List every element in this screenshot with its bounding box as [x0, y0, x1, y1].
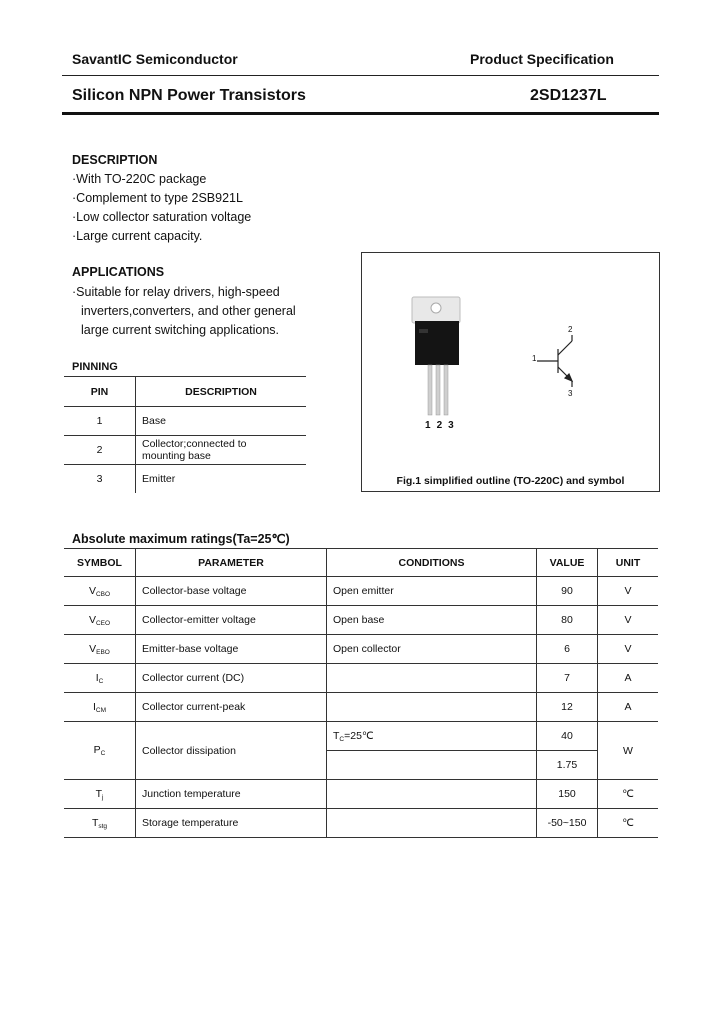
table-row: [64, 780, 658, 809]
title-divider: [62, 112, 659, 115]
parameter-cell: Emitter-base voltage: [136, 635, 327, 664]
conditions-column-header: CONDITIONS: [327, 549, 537, 577]
pin-label: 1: [425, 420, 437, 431]
conditions-cell: [327, 693, 537, 722]
table-row: [64, 577, 658, 606]
table-row: [64, 693, 658, 722]
pin-label: 2: [436, 420, 449, 431]
table-row: [64, 465, 306, 494]
parameter-cell: Collector-base voltage: [136, 577, 327, 606]
value-cell: 40: [537, 722, 598, 751]
unit-cell: V: [598, 577, 659, 606]
package-pin-labels: [425, 420, 460, 431]
symbol-emitter-label: 3: [568, 389, 573, 398]
value-cell: 150: [537, 780, 598, 809]
pin-column-header: PIN: [64, 377, 136, 407]
pin-number: 3: [64, 465, 136, 494]
description-column-header: DESCRIPTION: [136, 377, 307, 407]
pinning-heading: PINNING: [72, 361, 118, 373]
conditions-cell: [327, 780, 537, 809]
parameter-cell: Junction temperature: [136, 780, 327, 809]
pin-description: Collector;connected to mounting base: [136, 436, 307, 465]
table-row: [64, 722, 658, 751]
condition-text: T: [333, 729, 340, 742]
description-item: ·Complement to type 2SB921L: [72, 191, 243, 205]
table-row: [64, 606, 658, 635]
pin-number: 2: [64, 436, 136, 465]
conditions-cell: [327, 751, 537, 780]
condition-text: =25℃: [344, 729, 374, 742]
value-cell: -50~150: [537, 809, 598, 838]
unit-cell: V: [598, 606, 659, 635]
symbol-subscript: CBO: [95, 590, 111, 598]
symbol-base-label: 1: [532, 354, 537, 363]
document-type: Product Specification: [470, 51, 614, 67]
symbol-subscript: C: [98, 677, 104, 685]
unit-cell: A: [598, 664, 659, 693]
description-item: ·Low collector saturation voltage: [72, 210, 252, 224]
pin-number: 1: [64, 407, 136, 436]
symbol-collector-label: 2: [568, 325, 573, 334]
condition-subscript: C: [339, 735, 345, 743]
applications-line: inverters,converters, and other general: [81, 304, 296, 318]
table-row: [64, 809, 658, 838]
description-item: ·With TO-220C package: [72, 172, 207, 186]
symbol-subscript: EBO: [96, 648, 110, 656]
ratings-header-row: [64, 549, 658, 577]
applications-line: large current switching applications.: [81, 323, 280, 337]
unit-cell: ℃: [598, 780, 659, 809]
figure-caption: Fig.1 simplified outline (TO-220C) and symbol: [396, 475, 625, 487]
unit-cell: V: [598, 635, 659, 664]
conditions-cell: Open collector: [327, 635, 537, 664]
value-cell: 7: [537, 664, 598, 693]
conditions-cell: [327, 809, 537, 838]
symbol-cell: [64, 635, 136, 664]
symbol-text: I: [95, 671, 99, 684]
unit-cell: W: [598, 722, 659, 780]
symbol-cell: [64, 809, 136, 838]
to220-package-image: [362, 253, 659, 463]
value-cell: 80: [537, 606, 598, 635]
conditions-cell: Open base: [327, 606, 537, 635]
symbol-cell: [64, 664, 136, 693]
symbol-subscript: stg: [98, 822, 108, 830]
pinning-table: [64, 376, 306, 493]
symbol-text: T: [95, 787, 102, 800]
applications-heading: APPLICATIONS: [72, 265, 165, 279]
pin-description: Base: [136, 407, 307, 436]
symbol-text: V: [89, 642, 97, 655]
symbol-text: V: [88, 613, 96, 626]
table-row: [64, 664, 658, 693]
description-list: [72, 170, 251, 246]
symbol-cell: [64, 606, 136, 635]
part-number: 2SD1237L: [530, 87, 607, 104]
table-row: [64, 407, 306, 436]
parameter-cell: Collector dissipation: [136, 722, 327, 780]
value-cell: 12: [537, 693, 598, 722]
value-cell: 90: [537, 577, 598, 606]
product-line: Silicon NPN Power Transistors: [72, 87, 306, 104]
symbol-subscript: CEO: [95, 619, 111, 627]
conditions-cell: [327, 664, 537, 693]
symbol-cell: [64, 693, 136, 722]
parameter-cell: Storage temperature: [136, 809, 327, 838]
company-name: SavantIC Semiconductor: [72, 51, 238, 67]
value-column-header: VALUE: [537, 549, 598, 577]
unit-column-header: UNIT: [598, 549, 659, 577]
symbol-text: T: [91, 816, 99, 829]
ratings-heading: Absolute maximum ratings(Ta=25℃): [72, 532, 290, 546]
symbol-cell: [64, 722, 136, 780]
unit-cell: A: [598, 693, 659, 722]
figure-box: [361, 252, 660, 492]
pin-label: 3: [448, 420, 460, 431]
symbol-text: V: [88, 584, 96, 597]
conditions-cell: [327, 722, 537, 751]
applications-text: [72, 283, 296, 340]
table-row: [64, 635, 658, 664]
table-row: [64, 436, 306, 465]
symbol-subscript: CM: [95, 706, 107, 714]
symbol-text: P: [93, 744, 101, 756]
description-heading: DESCRIPTION: [72, 153, 158, 167]
symbol-cell: [64, 780, 136, 809]
value-cell: 6: [537, 635, 598, 664]
symbol-column-header: SYMBOL: [64, 549, 136, 577]
pin-description: Emitter: [142, 473, 176, 485]
parameter-cell: Collector-emitter voltage: [136, 606, 327, 635]
symbol-subscript: C: [100, 750, 106, 757]
applications-line: ·Suitable for relay drivers, high-speed: [72, 285, 280, 299]
description-item: ·Large current capacity.: [72, 229, 203, 243]
parameter-cell: Collector current (DC): [136, 664, 327, 693]
pinning-header-row: [64, 377, 306, 407]
ratings-table: [64, 548, 658, 838]
parameter-cell: Collector current-peak: [136, 693, 327, 722]
npn-transistor-symbol: [537, 335, 572, 387]
symbol-text: I: [92, 700, 96, 713]
symbol-cell: [64, 577, 136, 606]
unit-cell: ℃: [598, 809, 659, 838]
parameter-column-header: PARAMETER: [136, 549, 327, 577]
symbol-subscript: j: [101, 793, 104, 801]
conditions-cell: Open emitter: [327, 577, 537, 606]
value-cell: 1.75: [537, 751, 598, 780]
header-divider: [62, 75, 659, 76]
